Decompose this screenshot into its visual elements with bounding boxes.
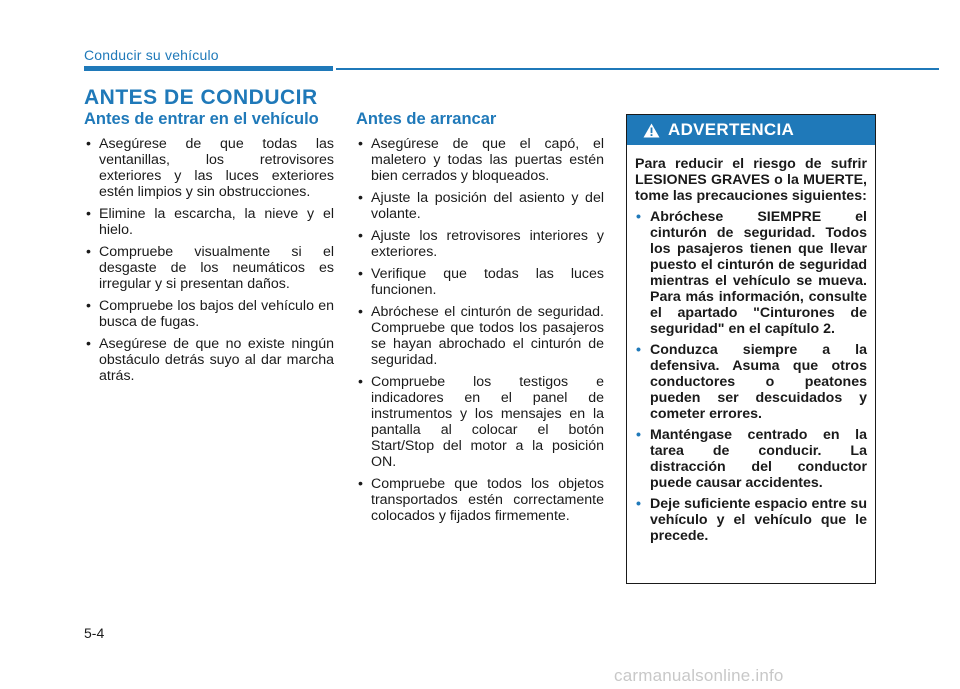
column-heading: Antes de arrancar bbox=[356, 110, 497, 128]
list-item: • Compruebe los testigos e indicadores en el panel de instrumentos y los mensajes en la pantalla al colocar el botón Start/Stop del motor a la posición ON. bbox=[356, 374, 604, 470]
watermark: carmanualsonline.info bbox=[614, 666, 784, 685]
column-before-entering bbox=[84, 111, 334, 390]
list-item: • Ajuste los retrovisores interiores y exteriores. bbox=[356, 228, 604, 260]
list-item: • Asegúrese de que no existe ningún obstáculo detrás suyo al dar marcha atrás. bbox=[84, 336, 334, 384]
warning-triangle-icon bbox=[643, 123, 660, 138]
warning-intro: Para reducir el riesgo de sufrir LESIONES GRAVES o la MUERTE, tome las precauciones siguientes: bbox=[635, 156, 867, 204]
list-item: • Compruebe visualmente si el desgaste de los neumáticos es irregular y si presentan daños. bbox=[84, 244, 334, 292]
bullet-list bbox=[356, 136, 604, 524]
bullet-list bbox=[84, 136, 334, 384]
warning-item: • Abróchese SIEMPRE el cinturón de seguridad. Todos los pasajeros tienen que llevar puesto el cinturón de seguridad mientras el vehículo se mueva. Para más información, consulte el apartado "Cinturones de seguridad" en el capítulo 2. bbox=[635, 209, 867, 337]
warning-header bbox=[627, 115, 875, 145]
header-rule-thick bbox=[84, 66, 333, 71]
list-item: • Elimine la escarcha, la nieve y el hielo. bbox=[84, 206, 334, 238]
column-heading: Antes de entrar en el vehículo bbox=[84, 110, 319, 128]
list-item: • Compruebe los bajos del vehículo en busca de fugas. bbox=[84, 298, 334, 330]
list-item: • Ajuste la posición del asiento y del volante. bbox=[356, 190, 604, 222]
warning-item: • Conduzca siempre a la defensiva. Asuma que otros conductores o peatones pueden ser descuidados y cometer errores. bbox=[635, 342, 867, 422]
list-item: • Abróchese el cinturón de seguridad. Compruebe que todos los pasajeros se hayan abrochado el cinturón de seguridad. bbox=[356, 304, 604, 368]
warning-title: ADVERTENCIA bbox=[668, 120, 795, 139]
warning-item: • Deje suficiente espacio entre su vehículo y el vehículo que le precede. bbox=[635, 496, 867, 544]
warning-list bbox=[635, 209, 867, 544]
warning-body bbox=[627, 145, 875, 544]
column-before-starting bbox=[356, 111, 604, 530]
header-rule-thin bbox=[336, 68, 939, 70]
page-number: 5-4 bbox=[84, 625, 105, 641]
list-item: • Asegúrese de que todas las ventanillas, los retrovisores exteriores y las luces exteriores estén limpios y sin obstrucciones. bbox=[84, 136, 334, 200]
list-item: • Compruebe que todos los objetos transportados estén correctamente colocados y fijados firmemente. bbox=[356, 476, 604, 524]
list-item: • Verifique que todas las luces funcionen. bbox=[356, 266, 604, 298]
section-title: ANTES DE CONDUCIR bbox=[84, 86, 318, 109]
list-item: • Asegúrese de que el capó, el maletero y todas las puertas estén bien cerrados y bloqueados. bbox=[356, 136, 604, 184]
chapter-title: Conducir su vehículo bbox=[84, 47, 219, 63]
warning-box bbox=[626, 114, 876, 584]
warning-item: • Manténgase centrado en la tarea de conducir. La distracción del conductor puede causar accidentes. bbox=[635, 427, 867, 491]
